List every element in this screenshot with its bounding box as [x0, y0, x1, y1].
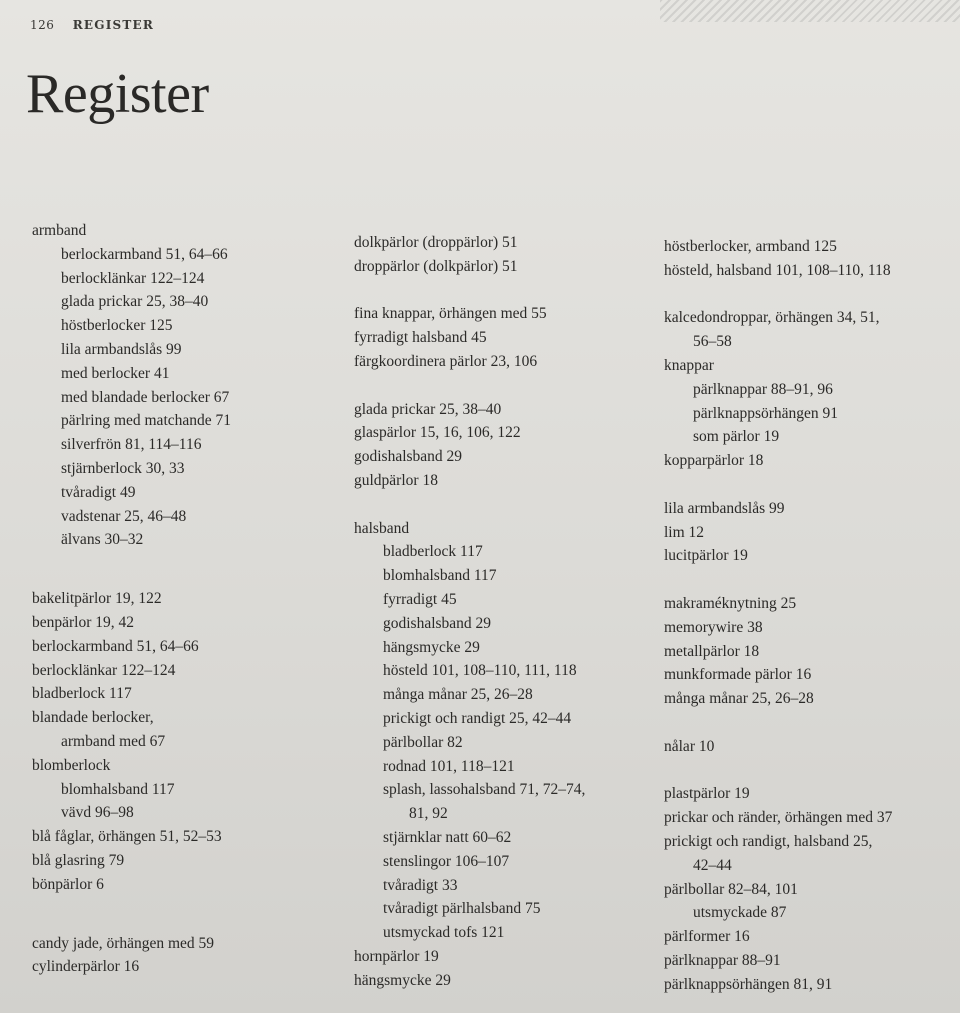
- index-entry: många månar 25, 26–28: [664, 690, 814, 708]
- index-entry: halsband: [354, 519, 410, 537]
- index-gap: [664, 283, 960, 307]
- index-entry: droppärlor (dolkpärlor) 51: [354, 257, 518, 275]
- index-entry: berlockarmband 51, 64–66: [32, 637, 199, 655]
- index-subentry: utsmyckad tofs 121: [383, 924, 505, 942]
- index-column-2: [354, 231, 654, 993]
- index-subentry: armband med 67: [61, 732, 166, 750]
- index-entry: lucitpärlor 19: [664, 547, 748, 565]
- index-subentry: älvans 30–32: [61, 531, 144, 549]
- index-entry: berlocklänkar 122–124: [32, 661, 176, 679]
- index-subentry: utsmyckade 87: [693, 904, 787, 922]
- index-entry: memorywire 38: [664, 618, 763, 636]
- index-gap: [32, 552, 332, 587]
- running-head-title: REGISTER: [72, 18, 155, 32]
- index-gap: [354, 279, 654, 303]
- index-subentry: lila armbandslås 99: [61, 340, 182, 358]
- index-entry: glada prickar 25, 38–40: [354, 400, 502, 418]
- index-subentry: tvåradigt 33: [383, 876, 458, 894]
- index-subentry: rodnad 101, 118–121: [383, 757, 515, 775]
- index-subentry: prickigt och randigt 25, 42–44: [383, 709, 572, 727]
- index-gap: [664, 759, 960, 783]
- index-entry: blå fåglar, örhängen 51, 52–53: [32, 828, 222, 846]
- index-entry: prickigt och randigt, halsband 25,: [664, 832, 873, 850]
- index-subentry: med berlocker 41: [61, 364, 170, 382]
- index-entry: hornpärlor 19: [354, 947, 439, 965]
- index-gap: [664, 568, 960, 592]
- page-number: 126: [30, 18, 55, 32]
- index-entry: fyrradigt halsband 45: [354, 329, 487, 347]
- index-subentry: blomhalsband 117: [61, 780, 175, 798]
- index-subentry: 81, 92: [409, 805, 448, 823]
- index-entry: pärlbollar 82–84, 101: [664, 880, 798, 898]
- index-subentry: fyrradigt 45: [383, 590, 457, 608]
- index-entry: blå glasring 79: [32, 851, 125, 869]
- index-entry: munkformade pärlor 16: [664, 666, 812, 684]
- index-entry: blandade berlocker,: [32, 709, 154, 727]
- index-subentry: vävd 96–98: [61, 804, 134, 822]
- index-entry: guldpärlor 18: [354, 471, 438, 489]
- index-subentry: många månar 25, 26–28: [383, 686, 533, 704]
- page-title: Register: [26, 63, 209, 125]
- index-subentry: tvåradigt pärlhalsband 75: [383, 900, 541, 918]
- index-subentry: höstberlocker 125: [61, 317, 173, 335]
- index-entry: godishalsband 29: [354, 448, 463, 466]
- index-entry: bakelitpärlor 19, 122: [32, 590, 162, 608]
- index-subentry: berlockarmband 51, 64–66: [61, 245, 228, 263]
- page-edge-texture: [660, 0, 960, 22]
- index-entry: blomberlock: [32, 756, 111, 774]
- index-entry: cylinderpärlor 16: [32, 958, 140, 976]
- index-entry: nålar 10: [664, 737, 715, 755]
- index-subentry: 42–44: [693, 856, 732, 874]
- index-entry: makraméknytning 25: [664, 594, 797, 612]
- index-subentry: hösteld 101, 108–110, 111, 118: [383, 662, 577, 680]
- index-entry: glaspärlor 15, 16, 106, 122: [354, 424, 521, 442]
- index-subentry: som pärlor 19: [693, 428, 780, 446]
- index-entry: dolkpärlor (droppärlor) 51: [354, 234, 518, 251]
- index-entry: armband: [32, 222, 87, 239]
- index-subentry: pärlknappsörhängen 91: [693, 404, 839, 422]
- index-subentry: hängsmycke 29: [383, 638, 480, 656]
- index-entry: hösteld, halsband 101, 108–110, 118: [664, 261, 891, 279]
- index-gap: [354, 374, 654, 398]
- index-entry: pärlknappsörhängen 81, 91: [664, 975, 833, 993]
- index-subentry: stjärnklar natt 60–62: [383, 828, 512, 846]
- index-subentry: pärlknappar 88–91, 96: [693, 380, 833, 398]
- index-entry: candy jade, örhängen med 59: [32, 934, 215, 952]
- index-gap: [664, 473, 960, 497]
- index-entry: bönpärlor 6: [32, 875, 104, 893]
- index-subentry: stjärnberlock 30, 33: [61, 459, 185, 477]
- index-subentry: pärlring med matchande 71: [61, 412, 232, 430]
- index-entry: kopparpärlor 18: [664, 452, 764, 470]
- index-column-3: [664, 235, 960, 997]
- index-gap: [32, 897, 332, 932]
- index-entry: lim 12: [664, 523, 705, 541]
- index-subentry: blomhalsband 117: [383, 567, 497, 585]
- index-subentry: berlocklänkar 122–124: [61, 269, 205, 287]
- index-entry: pärlformer 16: [664, 928, 750, 946]
- running-head: [30, 18, 154, 32]
- index-entry: benpärlor 19, 42: [32, 613, 135, 631]
- index-entry: prickar och ränder, örhängen med 37: [664, 809, 893, 827]
- index-subentry: pärlbollar 82: [383, 733, 463, 751]
- index-gap: [354, 493, 654, 517]
- index-entry: metallpärlor 18: [664, 642, 760, 660]
- index-entry: färgkoordinera pärlor 23, 106: [354, 352, 538, 370]
- index-entry: knappar: [664, 356, 714, 374]
- index-column-1: [32, 219, 332, 979]
- index-entry: kalcedondroppar, örhängen 34, 51,: [664, 309, 880, 327]
- index-subentry: splash, lassohalsband 71, 72–74,: [383, 781, 586, 799]
- index-subentry: tvåradigt 49: [61, 483, 136, 501]
- index-subentry: stenslingor 106–107: [383, 852, 510, 870]
- index-entry: lila armbandslås 99: [664, 499, 785, 517]
- index-entry: fina knappar, örhängen med 55: [354, 305, 547, 323]
- index-entry: höstberlocker, armband 125: [664, 238, 837, 255]
- index-entry: plastpärlor 19: [664, 785, 750, 803]
- index-subentry: bladberlock 117: [383, 543, 483, 561]
- index-subentry: glada prickar 25, 38–40: [61, 293, 209, 311]
- index-subentry: godishalsband 29: [383, 614, 492, 632]
- index-subentry: 56–58: [693, 333, 732, 351]
- index-subentry: silverfrön 81, 114–116: [61, 436, 202, 454]
- index-entry: pärlknappar 88–91: [664, 951, 781, 969]
- index-subentry: vadstenar 25, 46–48: [61, 507, 187, 525]
- index-gap: [664, 711, 960, 735]
- index-entry: hängsmycke 29: [354, 971, 451, 989]
- index-subentry: med blandade berlocker 67: [61, 388, 230, 406]
- index-entry: bladberlock 117: [32, 685, 132, 703]
